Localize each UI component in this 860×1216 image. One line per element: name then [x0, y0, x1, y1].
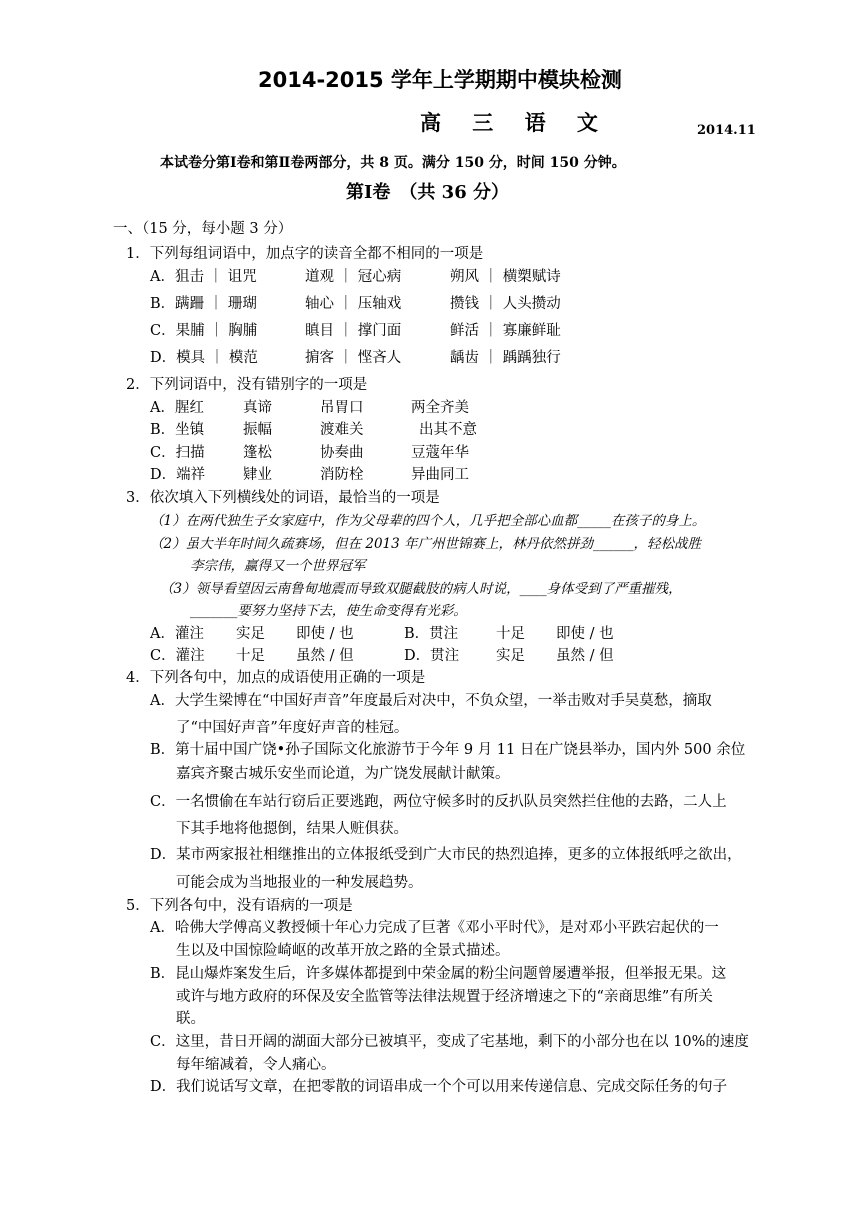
- question-3-sentence-3-cont: _______要努力坚持下去，使生命变得有光彩。: [190, 603, 467, 619]
- part-one-heading: 一、（15 分，每小题 3 分）: [113, 221, 293, 237]
- question-3-sentence-2: （2）虽大半年时间久疏赛场，但在 2013 年广州世锦赛上，林丹依然拼劲______，轻松战胜: [150, 536, 702, 552]
- question-5-option-a-line-2: 生以及中国惊险崎岖的改革开放之路的全景式描述。: [176, 943, 510, 959]
- question-1-option-a: A．狙击 ｜ 诅咒 道观 ｜ 冠心病 朔风 ｜ 横槊赋诗: [150, 269, 561, 285]
- question-5-option-b-line-2: 或许与地方政府的环保及安全监管等法律法规置于经济增速之下的“亲商思维”有所关: [176, 989, 713, 1005]
- question-2-option-b: B．坐镇 振幅 渡难关 出其不意: [150, 422, 477, 438]
- question-3-option-ab: A．灌注 实足 即使 / 也 B．贯注 十足 即使 / 也: [150, 626, 614, 642]
- question-4-option-a-line-1: A．大学生梁博在“中国好声音”年度最后对决中，不负众望，一举击败对手吴莫愁，摘取: [150, 693, 712, 709]
- question-1-stem: 1．下列每组词语中，加点字的读音全都不相同的一项是: [126, 246, 484, 262]
- question-4-option-d-line-1: D．某市两家报社相继推出的立体报纸受到广大市民的热烈追捧，更多的立体报纸呼之欲出，: [150, 847, 742, 863]
- question-2-option-c: C．扫描 篷松 协奏曲 豆蔻年华: [150, 445, 469, 461]
- question-5-option-b-line-3: 联。: [176, 1011, 205, 1027]
- question-5-option-c-line-2: 每年缩减着，令人痛心。: [176, 1057, 336, 1073]
- question-4-option-c-line-2: 下其手地将他摁倒，结果人赃俱获。: [176, 821, 408, 837]
- exam-date: 2014.11: [697, 123, 756, 138]
- question-2-option-d: D．端祥 肄业 消防栓 异曲同工: [150, 467, 469, 483]
- question-1-option-b: B．蹒跚 ｜ 珊瑚 轴心 ｜ 压轴戏 攒钱 ｜ 人头攒动: [150, 296, 561, 312]
- question-3-sentence-1: （1）在两代独生子女家庭中，作为父母辈的四个人，几乎把全部心血都_____在孩子的身上。: [150, 513, 706, 529]
- question-3-option-cd: C．灌注 十足 虽然 / 但 D．贯注 实足 虽然 / 但: [150, 648, 614, 664]
- question-1-option-c: C．果脯 ｜ 胸脯 瞋目 ｜ 撑门面 鲜活 ｜ 寡廉鲜耻: [150, 323, 561, 339]
- subject-title: 高 三 语 文: [420, 111, 610, 135]
- question-5-option-a-line-1: A．哈佛大学傅高义教授倾十年心力完成了巨著《邓小平时代》，是对邓小平跌宕起伏的一: [150, 920, 719, 936]
- question-4-option-c-line-1: C．一名惯偷在车站行窃后正要逃跑，两位守候多时的反扒队员突然拦住他的去路，二人上: [150, 794, 727, 810]
- question-3-sentence-2-cont: 李宗伟，赢得又一个世界冠军: [190, 558, 366, 574]
- question-1-option-d: D．模具 ｜ 模范 掮客 ｜ 悭吝人 龋齿 ｜ 踽踽独行: [150, 350, 561, 366]
- question-5-option-d-line-1: D．我们说话写文章，在把零散的词语串成一个个可以用来传递信息、完成交际任务的句子: [150, 1079, 728, 1095]
- question-4-option-d-line-2: 可能会成为当地报业的一种发展趋势。: [176, 875, 423, 891]
- question-4-option-b-line-2: 嘉宾齐聚古城乐安坐而论道，为广饶发展献计献策。: [176, 766, 510, 782]
- question-5-option-b-line-1: B．昆山爆炸案发生后，许多媒体都提到中荣金属的粉尘问题曾屡遭举报，但举报无果。这: [150, 966, 727, 982]
- question-3-stem: 3．依次填入下列横线处的词语，最恰当的一项是: [126, 490, 440, 506]
- exam-instructions: 本试卷分第Ⅰ卷和第Ⅱ卷两部分，共 8 页。满分 150 分，时间 150 分钟。: [160, 155, 626, 171]
- question-2-option-a: A．腥红 真谛 吊胃口 两全齐美: [150, 400, 469, 416]
- exam-title: 2014-2015 学年上学期期中模块检测: [258, 68, 622, 92]
- question-5-option-c-line-1: C．这里，昔日开阔的湖面大部分已被填平，变成了宅基地，剩下的小部分也在以 10%的速度: [150, 1034, 749, 1050]
- question-2-stem: 2．下列词语中，没有错别字的一项是: [126, 377, 368, 393]
- section-title: 第Ⅰ卷 （共 36 分）: [346, 182, 510, 203]
- question-5-stem: 5．下列各句中，没有语病的一项是: [126, 898, 353, 914]
- question-4-option-a-line-2: 了“中国好声音”年度好声音的桂冠。: [176, 720, 409, 736]
- question-4-option-b-line-1: B．第十届中国广饶•孙子国际文化旅游节于今年 9 月 11 日在广饶县举办，国内外 500 余位: [150, 742, 746, 758]
- question-3-sentence-3: （3）领导看望因云南鲁甸地震而导致双腿截肢的病人时说，____身体受到了严重摧残，: [160, 581, 682, 597]
- question-4-stem: 4．下列各句中，加点的成语使用正确的一项是: [126, 670, 426, 686]
